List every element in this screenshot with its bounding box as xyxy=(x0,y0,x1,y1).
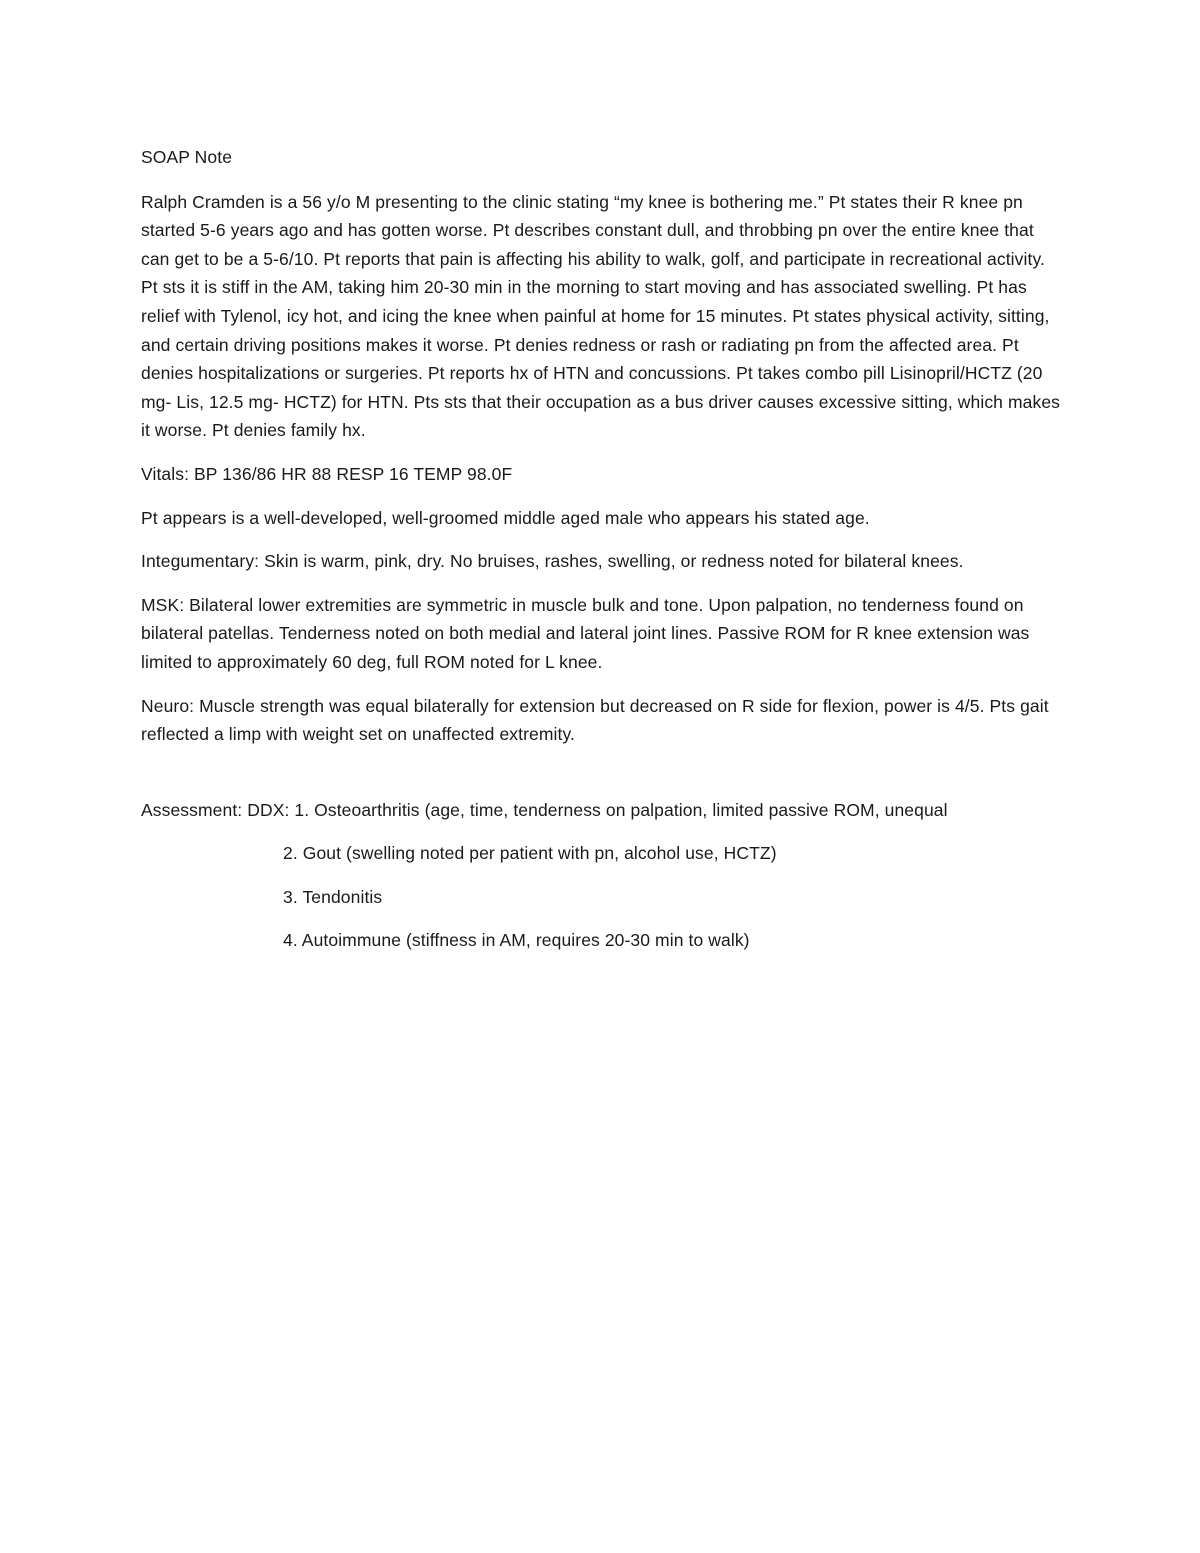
msk-paragraph: MSK: Bilateral lower extremities are symmetric in muscle bulk and tone. Upon palpation, no tenderness found on bilateral patellas. Tenderness noted on both medial and lateral joint lines. Passive ROM for R knee extension was limited to approximately 60 deg, full ROM noted for L knee. xyxy=(141,594,1030,672)
integumentary-paragraph: Integumentary: Skin is warm, pink, dry. No bruises, rashes, swelling, or redness noted for bilateral knees. xyxy=(141,551,964,572)
vitals-line: Vitals: BP 136/86 HR 88 RESP 16 TEMP 98.0F xyxy=(141,463,513,484)
general-appearance-line: Pt appears is a well-developed, well-groomed middle aged male who appears his stated age. xyxy=(141,507,870,528)
spacer xyxy=(141,764,1061,796)
assessment-ddx-3: 3. Tendonitis xyxy=(283,886,383,907)
document-title: SOAP Note xyxy=(141,147,233,167)
neuro-paragraph: Neuro: Muscle strength was equal bilaterally for extension but decreased on R side for flexion, power is 4/5. Pts gait reflected a limp with weight set on unaffected extremity. xyxy=(141,695,1049,745)
assessment-ddx-1: Assessment: DDX: 1. Osteoarthritis (age, time, tenderness on palpation, limited passive ROM, unequal xyxy=(141,799,948,820)
assessment-ddx-4: 4. Autoimmune (stiffness in AM, requires 20-30 min to walk) xyxy=(283,930,750,951)
assessment-ddx-2: 2. Gout (swelling noted per patient with pn, alcohol use, HCTZ) xyxy=(283,843,777,864)
document-body xyxy=(141,143,1061,970)
subjective-paragraph: Ralph Cramden is a 56 y/o M presenting to the clinic stating “my knee is bothering me.” Pt states their R knee pn started 5-6 years ago and has gotten worse. Pt describes constant dull, and throbbing pn over the entire knee that can get to be a 5-6/10. Pt reports that pain is affecting his ability to walk, golf, and participate in recreational activity. Pt sts it is stiff in the AM, taking him 20-30 min in the morning to start moving and has associated swelling. Pt has relief with Tylenol, icy hot, and icing the knee when painful at home for 15 minutes. Pt states physical activity, sitting, and certain driving positions makes it worse. Pt denies redness or rash or radiating pn from the affected area. Pt denies hospitalizations or surgeries. Pt reports hx of HTN and concussions. Pt takes combo pill Lisinopril/HCTZ (20 mg- Lis, 12.5 mg- HCTZ) for HTN. Pts sts that their occupation as a bus driver causes excessive sitting, which makes it worse. Pt denies family hx. xyxy=(141,191,1061,441)
